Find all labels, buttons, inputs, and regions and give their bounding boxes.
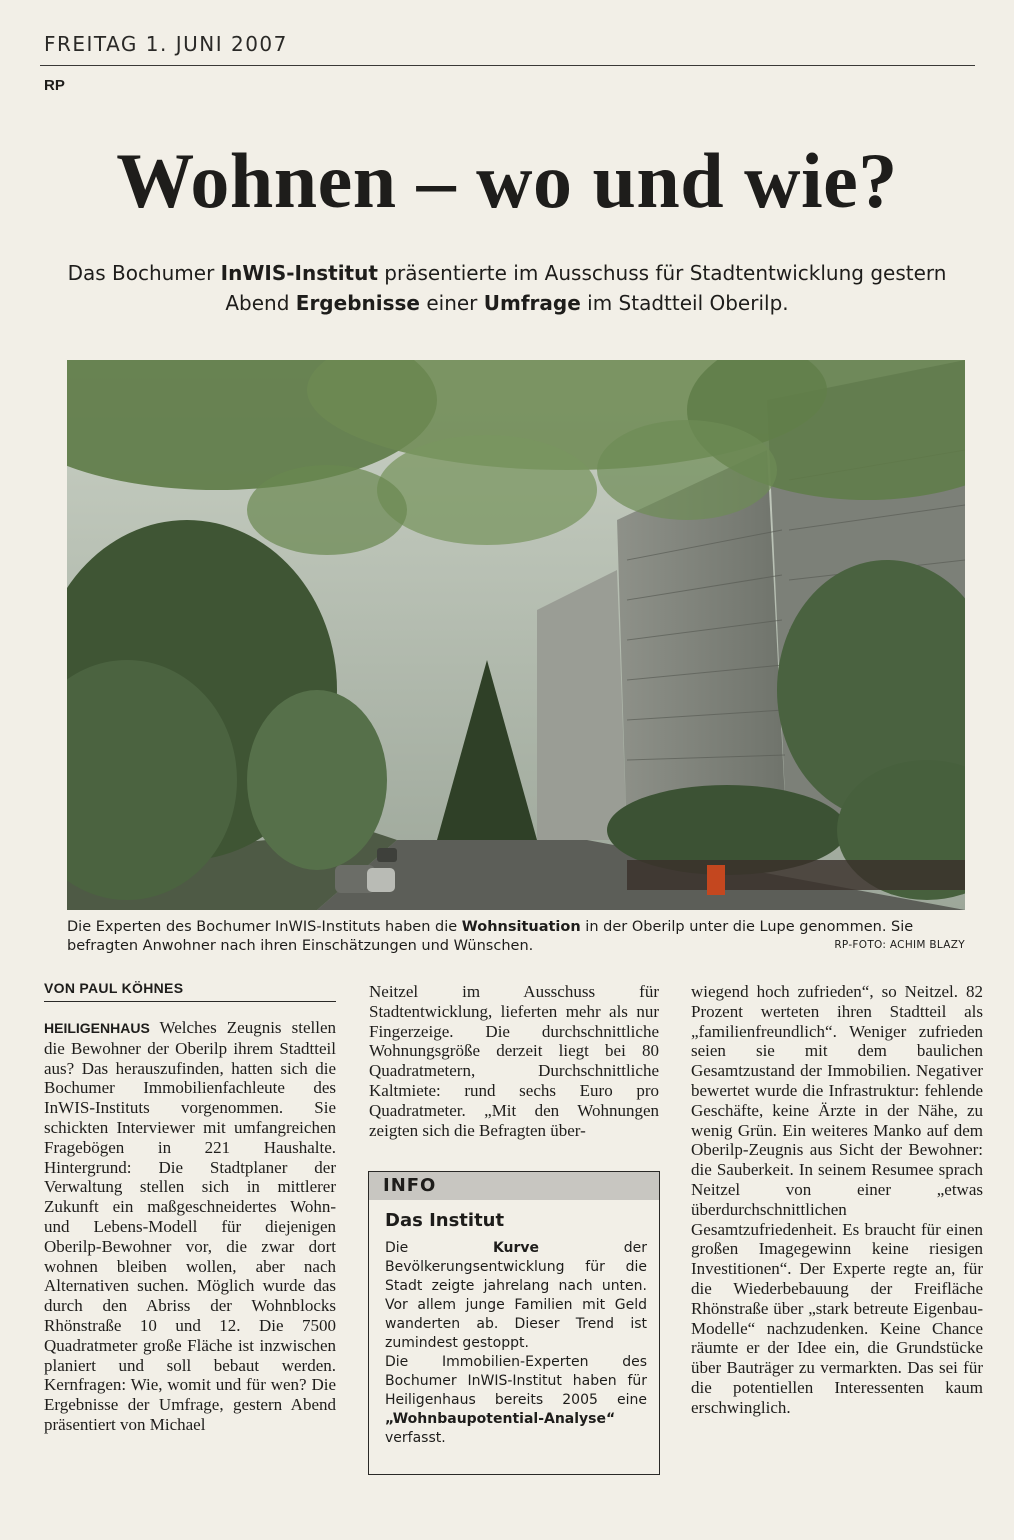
caption-bold: Wohnsituation — [461, 919, 581, 935]
info-box — [368, 1171, 660, 1475]
deck-bold-2: Ergebnisse — [295, 291, 420, 315]
deck-text-4: im Stadtteil Oberilp. — [580, 291, 789, 315]
photo-caption — [67, 918, 965, 956]
info-bold-2: „Wohnbaupotential-Analyse“ — [385, 1411, 616, 1427]
article-photo — [67, 360, 965, 910]
caption-text-2: in der Oberilp unter die Lupe genommen. Sie befragten Anwohner nach ihren Einschätzungen und Wünschen. — [67, 919, 914, 954]
deck-bold-1: InWIS-Institut — [220, 261, 378, 285]
info-box-body — [385, 1239, 647, 1448]
section-label: RP — [44, 77, 65, 94]
article-column-3 — [691, 982, 983, 1418]
column-2-text: Neitzel im Ausschuss für Stadtentwicklung, lieferten mehr als nur Fingerzeige. Die durchschnittliche Wohnungsgröße derzeit liegt bei 80 Quadratmetern, Durchschnittliche Kaltmiete: rund sechs Euro pro Quadratmeter. „Mit den Wohnungen zeigten sich die Befragten über- — [369, 982, 659, 1140]
photo-credit: RP-FOTO: ACHIM BLAZY — [834, 939, 965, 951]
info-box-label: INFO — [369, 1172, 659, 1200]
header-rule — [40, 65, 975, 66]
article-deck — [60, 258, 954, 318]
dateline: HEILIGENHAUS — [44, 1020, 150, 1036]
deck-text-1: Das Bochumer — [67, 261, 221, 285]
issue-date: FREITAG 1. JUNI 2007 — [44, 32, 288, 56]
article-column-2 — [369, 982, 659, 1140]
deck-bold-3: Umfrage — [483, 291, 581, 315]
info-bold-1: Kurve — [492, 1240, 540, 1256]
info-text-2c: verfasst. — [385, 1430, 446, 1446]
column-3-text: wiegend hoch zufrieden“, so Neitzel. 82 Prozent werteten ihren Stadtteil als „familienfreundlich“. Weniger zufrieden seien sie mit dem baulichen Gesamtzustand der Immobilien. Negativer bewertet wurde die Infrastruktur: fehlende Geschäfte, keine Ärzte in der Nähe, zu wenig Grün. Ein weiteres Manko auf dem Oberilp-Zeugnis aus Sicht der Bewohner: die Sauberkeit. In seinem Resumee sprach Neitzel von einer „etwas überdurchschnittlichen Gesamtzufriedenheit. Es braucht für einen großen Imagegewinn keine riesigen Investitionen“. Der Experte regte an, für die Wiederbebauung der Freifläche Rhönstraße über „stark betreute Eigenbau-Modelle“ nachzudenken. Keine Chance räumte er der Idee ein, die Grundstücke über Bauträger zu vermarkten. Das sei für die potentiellen Interessenten kaum erschwinglich. — [691, 982, 983, 1417]
deck-text-3: einer — [419, 291, 484, 315]
article-headline: Wohnen – wo und wie? — [116, 137, 898, 224]
column-1-text: Welches Zeugnis stellen die Bewohner der Oberilp ihrem Stadtteil aus? Das herauszufinden, hatten sich die Bochumer Immobilienfachleute des InWIS-Instituts vorgenommen. Sie schickten Interviewer mit umfangreichen Fragebögen in 221 Haushalte. Hintergrund: Die Stadtplaner der Verwaltung stellen sich in mittlerer Zukunft ein maßgeschneidertes Wohn- und Lebens-Modell für diejenigen Oberilp-Bewohner vor, die zwar dort wohnen bleiben wollen, aber nach Alternativen suchen. Möglich wurde das durch den Abriss der Wohnblocks Rhönstraße 10 und 12. Die 7500 Quadratmeter große Fläche ist inzwischen planiert und soll bebaut werden. Kernfragen: Wie, womit und für wen? Die Ergebnisse der Umfrage, gestern Abend präsentiert von Michael — [44, 1018, 336, 1434]
info-text-1a: Die — [385, 1240, 493, 1256]
caption-text-1: Die Experten des Bochumer InWIS-Instituts haben die — [67, 919, 462, 935]
byline: VON PAUL KÖHNES — [44, 980, 184, 996]
article-column-1 — [44, 1018, 336, 1435]
byline-rule — [44, 1001, 336, 1002]
info-text-1c: der Bevölkerungsentwicklung für die Stadt zeigte jahrelang nach unten. Vor allem junge Familien mit Geld wanderten ab. Dieser Trend ist zumindest gestoppt. — [385, 1240, 647, 1351]
info-text-2a: Die Immobilien-Experten des Bochumer InWIS-Institut haben für Heiligenhaus bereits 2005 eine — [385, 1354, 647, 1408]
info-box-title: Das Institut — [385, 1210, 505, 1231]
deck-text-2: präsentierte im Ausschuss für Stadtentwicklung gestern Abend — [225, 261, 947, 315]
